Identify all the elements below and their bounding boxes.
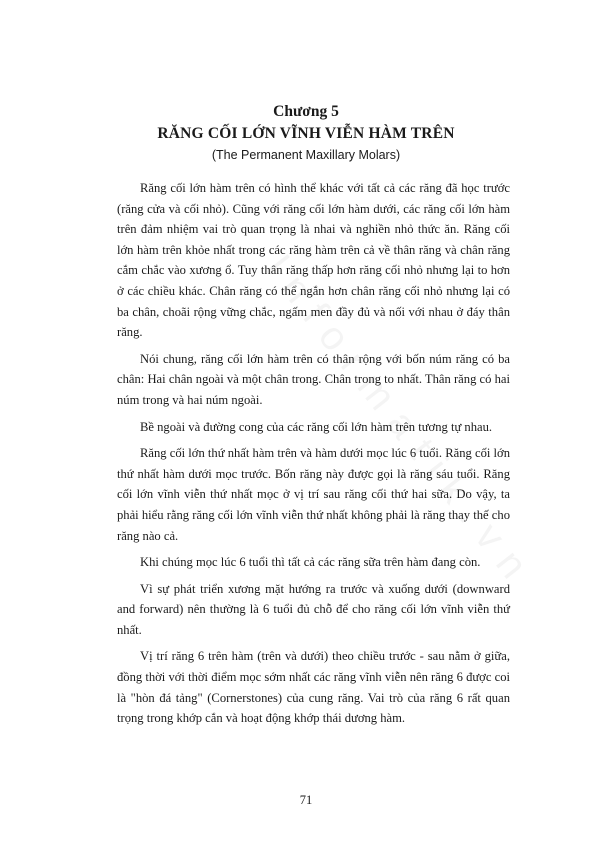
paragraph: Răng cối lớn hàm trên có hình thể khác với tất cả các răng đã học trước (răng cửa và cối nhỏ). Cũng với răng cối lớn hàm dưới, các răng cối lớn hàm trên đảm nhiệm vai trò quan trọng là nhai và nghiền nhỏ thức ăn. Răng cối lớn hàm trên khỏe nhất trong các răng hàm trên cả về thân răng và chân răng cắm chắc vào xương ổ. Tuy thân răng thấp hơn răng cối nhỏ nhưng lại to hơn ở các chiều khác. Chân răng có thể ngắn hơn chân răng cối nhỏ nhưng lại có ba chân, choãi rộng vững chắc, ngấm men đầy đủ và nối với nhau ở đáy thân răng. bbox=[117, 181, 510, 340]
paragraph: Khi chúng mọc lúc 6 tuổi thì tất cả các răng sữa trên hàm đang còn. bbox=[140, 555, 481, 570]
body-text bbox=[117, 178, 510, 735]
paragraph: Bề ngoài và đường cong của các răng cối lớn hàm trên tương tự nhau. bbox=[140, 419, 493, 434]
chapter-number: Chương 5 bbox=[273, 103, 339, 120]
paragraph: Vì sự phát triển xương mặt hướng ra trước và xuống dưới (downward and forward) nên thường là 6 tuổi đủ chỗ để cho răng cối lớn vĩnh viễn thứ nhất. bbox=[117, 581, 510, 637]
page-number: 71 bbox=[299, 793, 313, 807]
paragraph: Vị trí răng 6 trên hàm (trên và dưới) theo chiều trước - sau nằm ở giữa, đồng thời với thời điểm mọc sớm nhất các răng vĩnh viễn nên răng 6 được coi là "hòn đá tảng" (Cornerstones) của cung răng. Vai trò của răng 6 rất quan trọng trong khớp cắn và hoạt động khớp thái dương hàm. bbox=[117, 649, 510, 726]
chapter-subtitle: (The Permanent Maxillary Molars) bbox=[211, 148, 401, 162]
paragraph: Nói chung, răng cối lớn hàm trên có thân rộng với bốn núm răng có ba chân: Hai chân ngoài và một chân trong. Chân trong to nhất. Thân răng có hai núm trong và hai núm ngoài. bbox=[117, 351, 510, 407]
paragraph: Răng cối lớn thứ nhất hàm trên và hàm dưới mọc lúc 6 tuổi. Răng cối lớn thứ nhất hàm dưới mọc trước. Bốn răng này được gọi là răng sáu tuổi. Răng cối lớn vĩnh viễn thứ nhất mọc ở vị trí sau răng cối thứ hai sữa. Do vậy, ta phải hiểu rằng răng cối lớn vĩnh viễn thứ nhất không phải là răng thay thế cho răng nào cả. bbox=[117, 446, 510, 543]
chapter-title: RĂNG CỐI LỚN VĨNH VIỄN HÀM TRÊN bbox=[157, 125, 455, 142]
